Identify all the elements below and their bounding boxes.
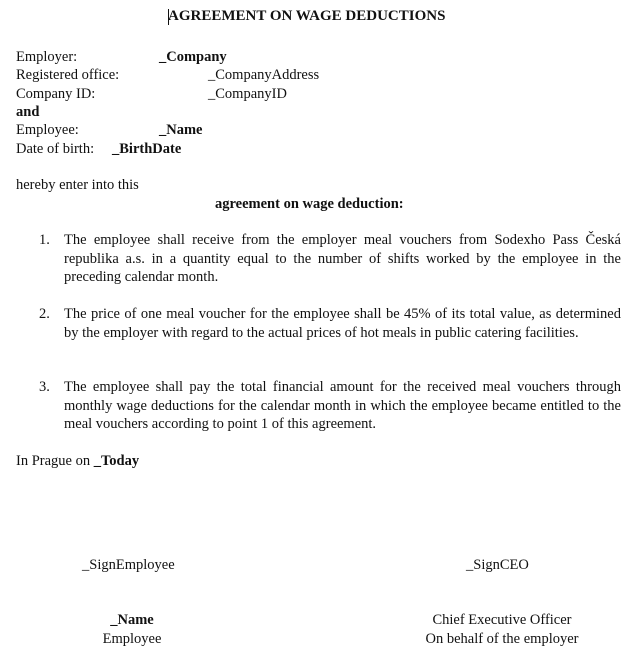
clause-number: 1. [39,232,50,248]
ceo-role: On behalf of the employer [425,631,579,647]
place-date-value: _Today [93,453,140,469]
employer-label: Employer: [16,49,78,65]
employee-value: _Name [159,122,203,138]
clause-text: The price of one meal voucher for the employee shall be 45% of its total value, as determined by the employer with regard to the actual prices of hot meals in public catering facilities. [64,306,621,341]
place-date-line [16,452,139,470]
place-date-prefix: In Prague on [16,453,91,469]
ceo-title: Chief Executive Officer [432,612,572,628]
company-id-label: Company ID: [16,86,96,102]
signer-role: Employee [102,631,162,647]
birthdate-label: Date of birth: [16,141,95,157]
employer-value: _Company [159,49,227,65]
document-title: AGREEMENT ON WAGE DEDUCTIONS [168,8,446,24]
registered-office-label: Registered office: [16,67,120,83]
subheading: agreement on wage deduction: [215,196,404,212]
employee-label: Employee: [16,122,79,138]
clause-text: The employee shall pay the total financial amount for the received meal vouchers through monthly wage deductions for the calendar month in which the employee became entitled to the meal vouchers according to point 1 of this agreement. [64,379,621,433]
clause-text: The employee shall receive from the employer meal vouchers from Sodexho Pass Česká republika a.s. in a quantity equal to the number of shifts worked by the employee in the preceding calendar month. [64,232,621,286]
clause-number: 2. [39,306,50,322]
and-connector: and [16,104,40,120]
intro-text: hereby enter into this [16,177,139,193]
registered-office-value: _CompanyAddress [208,67,320,83]
birthdate-value: _BirthDate [112,141,182,157]
clause-number: 3. [39,379,50,395]
employee-signature: _SignEmployee [82,557,175,573]
ceo-signature: _SignCEO [466,557,529,573]
signer-name: _Name [110,612,154,628]
company-id-value: _CompanyID [208,86,287,102]
